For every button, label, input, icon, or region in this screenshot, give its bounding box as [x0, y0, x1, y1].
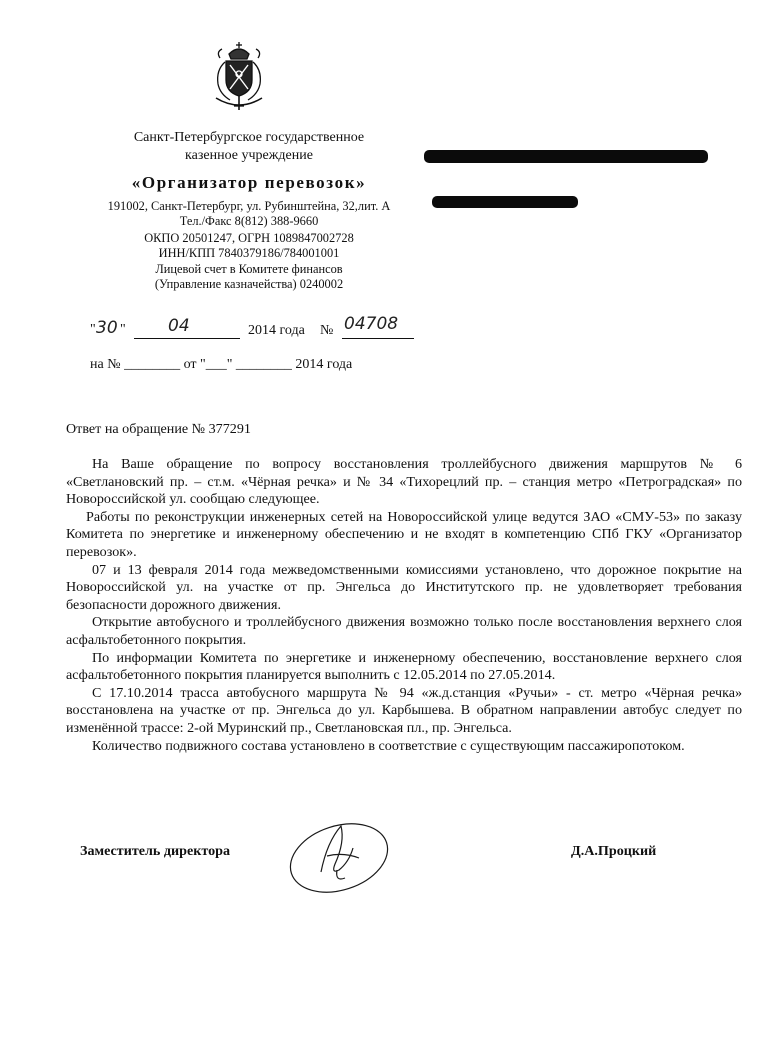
paragraph: На Ваше обращение по вопросу восстановления троллейбусного движения маршрутов № 6 «Светлановский пр. – ст.м. «Чёрная речка» и № 34 «Тихорецлий пр. – станция метро «Петроградская» по Новороссийской ул. сообщаю следующее.	[66, 456, 742, 508]
date-month: 04	[168, 316, 190, 336]
coat-of-arms-icon	[204, 40, 274, 112]
date-open-quote: "	[90, 322, 96, 337]
org-title: «Организатор перевозок»	[131, 173, 367, 192]
letter-body	[66, 456, 742, 755]
org-name-line-2: казенное учреждение	[185, 148, 313, 163]
date-day: 30	[96, 318, 118, 338]
org-name-line-1: Санкт-Петербургское государственное	[133, 130, 365, 145]
paragraph: Работы по реконструкции инженерных сетей на Новороссийской улице ведутся ЗАО «СМУ-53» по заказу Комитета по энергетике и инженерному обеспечению и не входят в компетенцию СПб ГКУ «Организатор перевозок».	[66, 508, 742, 560]
letter-subject: Ответ на обращение № 377291	[66, 421, 251, 437]
date-number-line	[90, 314, 420, 342]
reference-line: на № ________ от "___" ________ 2014 года	[90, 357, 353, 372]
paragraph: По информации Комитета по энергетике и инженерному обеспечению, восстановление верхнего слоя асфальтобетонного покрытия планируется выполнить с 12.05.2014 по 27.05.2014.	[66, 649, 742, 684]
org-address: 191002, Санкт-Петербург, ул. Рубинштейна, 32,лит. А	[107, 199, 391, 213]
paragraph: Открытие автобусного и троллейбусного движения возможно только после восстановления верхнего слоя асфальтобетонного покрытия.	[66, 614, 742, 648]
redacted-recipient-line-2	[432, 196, 578, 208]
handwritten-signature	[283, 812, 393, 896]
org-account-line-1: Лицевой счет в Комитете финансов	[155, 262, 343, 276]
signatory-name: Д.А.Процкий	[571, 843, 657, 859]
org-inn: ИНН/КПП 7840379186/784001001	[158, 246, 340, 260]
signatory-title: Заместитель директора	[80, 843, 231, 859]
paragraph: Количество подвижного состава установлено в соответствие с существующим пассажиропотоком.	[92, 737, 685, 754]
number-sign: №	[320, 323, 334, 338]
paragraph: 07 и 13 февраля 2014 года межведомственными комиссиями установлено, что дорожное покрытие на Новороссийской ул. на участке от пр. Энгельса до Институтского пр. не удовлетворяет требования безопасности дорожного движения.	[66, 561, 742, 613]
date-year: 2014 года	[248, 323, 305, 338]
date-close-quote: "	[120, 322, 126, 337]
org-phone: Тел./Факс 8(812) 388-9660	[179, 214, 319, 228]
org-account-line-2: (Управление казначейства) 0240002	[154, 277, 344, 291]
org-okpo: ОКПО 20501247, ОГРН 1089847002728	[144, 231, 354, 245]
redacted-recipient-line-1	[424, 150, 708, 163]
outgoing-number: 04708	[344, 314, 399, 334]
paragraph: С 17.10.2014 трасса автобусного маршрута № 94 «ж.д.станция «Ручьи» - ст. метро «Чёрная речка» восстановлена на участке от пр. Энгельса до ул. Карбышева. В обратном направлении автобус следует по изменённой трассе: 2-ой Муринский пр., Светлановская пл., пр. Энгельса.	[66, 684, 742, 736]
